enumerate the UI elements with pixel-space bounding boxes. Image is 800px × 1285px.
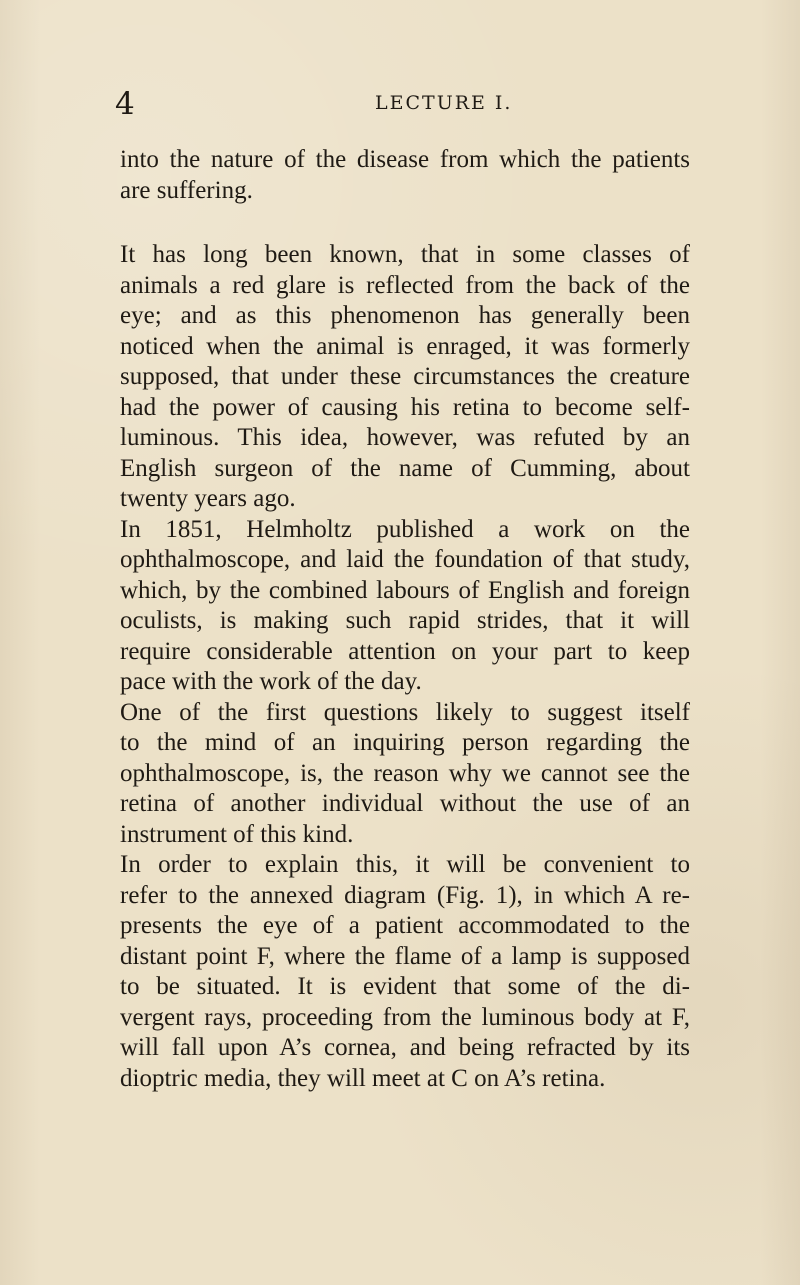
text-line: noticed when the animal is enraged, it was formerly bbox=[120, 332, 690, 360]
text-line: require considerable attention on your part to keep bbox=[120, 637, 690, 665]
text-line: pace with the work of the day. bbox=[120, 668, 422, 695]
text-line: refer to the annexed diagram (Fig. 1), in which A re- bbox=[120, 881, 690, 909]
body-text bbox=[120, 145, 690, 1094]
text-line: will fall upon A’s cornea, and being refracted by its bbox=[120, 1034, 690, 1061]
text-line: ophthalmoscope, and laid the foundation of that study, bbox=[120, 546, 690, 573]
text-line: dioptric media, they will meet at C on A’s retina. bbox=[120, 1064, 606, 1092]
text-line: into the nature of the disease from which the patients bbox=[120, 146, 690, 173]
page-header bbox=[115, 87, 685, 121]
text-line: which, by the combined labours of English and foreign bbox=[120, 576, 690, 604]
text-line: oculists, is making such rapid strides, that it will bbox=[120, 607, 690, 634]
paragraph-2 bbox=[120, 240, 690, 515]
paragraph-spacing bbox=[120, 206, 690, 240]
text-line: luminous. This idea, however, was refuted by an bbox=[120, 424, 690, 451]
paragraph-4 bbox=[120, 698, 690, 851]
text-line: In order to explain this, it will be convenient to bbox=[120, 851, 690, 878]
text-line: English surgeon of the name of Cumming, about bbox=[120, 454, 690, 482]
text-line: retina of another individual without the use of an bbox=[120, 790, 690, 817]
text-line: It has long been known, that in some classes of bbox=[120, 241, 690, 268]
text-line: eye; and as this phenomenon has generally been bbox=[120, 302, 690, 329]
paragraph-3 bbox=[120, 515, 690, 698]
text-line: ophthalmoscope, is, the reason why we cannot see the bbox=[120, 759, 690, 787]
text-line: supposed, that under these circumstances the creature bbox=[120, 363, 690, 390]
text-line: are suffering. bbox=[120, 176, 253, 204]
text-line: vergent rays, proceeding from the luminous body at F, bbox=[120, 1003, 690, 1031]
text-line: had the power of causing his retina to become self- bbox=[120, 393, 690, 421]
text-line: animals a red glare is reflected from the back of the bbox=[120, 271, 690, 299]
text-line: distant point F, where the flame of a lamp is supposed bbox=[120, 942, 690, 970]
text-line: In 1851, Helmholtz published a work on the bbox=[120, 515, 690, 543]
page-number: 4 bbox=[115, 86, 135, 122]
text-line: One of the first questions likely to suggest itself bbox=[120, 698, 690, 726]
text-line: presents the eye of a patient accommodated to the bbox=[120, 912, 690, 939]
text-line: to be situated. It is evident that some of the di- bbox=[120, 973, 690, 1000]
text-line: to the mind of an inquiring person regarding the bbox=[120, 729, 690, 756]
paragraph-1 bbox=[120, 145, 690, 206]
text-line: twenty years ago. bbox=[120, 485, 296, 512]
text-line: instrument of this kind. bbox=[120, 820, 354, 848]
paragraph-5 bbox=[120, 850, 690, 1094]
running-head: LECTURE I. bbox=[375, 92, 513, 114]
